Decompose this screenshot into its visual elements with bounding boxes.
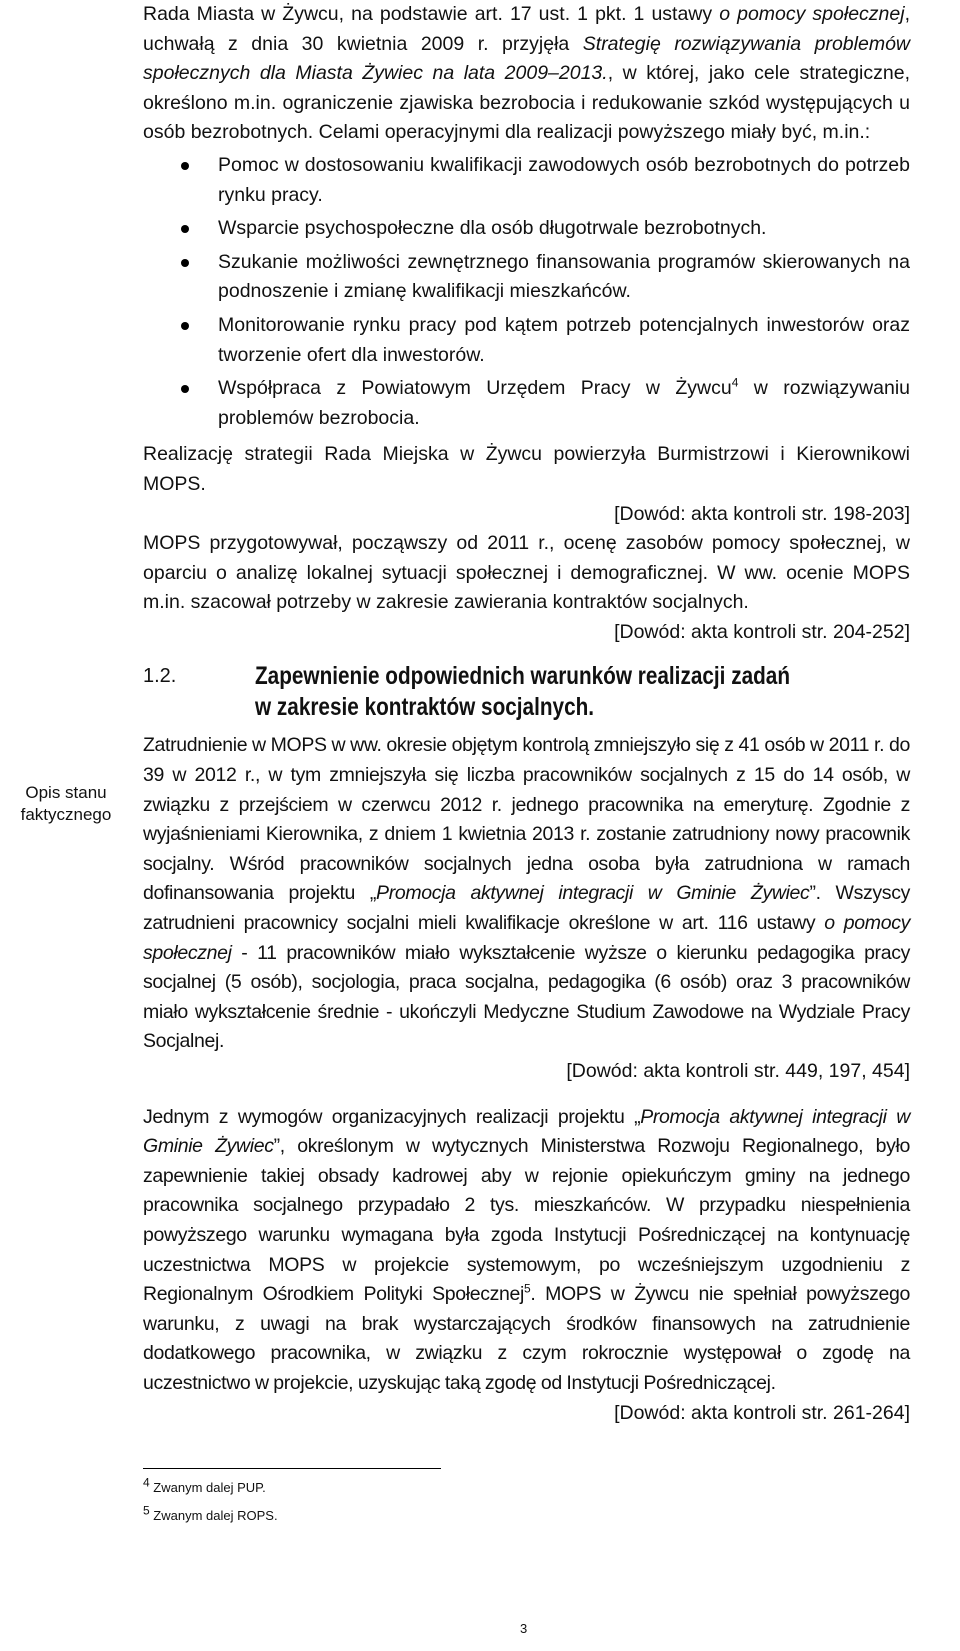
- footnote-text: Zwanym dalej PUP.: [149, 1480, 266, 1495]
- evidence-note: [Dowód: akta kontroli str. 204-252]: [614, 620, 910, 643]
- employment-text-1: Zatrudnienie w MOPS w ww. okresie objętym kontrolą zmniejszyło się z 41 osób w 2011 r. do 39 w 2012 r., w tym zmniejszyła się liczba pracowników socjalnych z 15 do 14 osób, w związku z przejściem w czerwcu 2012 r. jednego pracownika na emeryturę. Zgodnie z wyjaśnieniami Kierownika, z dniem 1 kwietnia 2013 r. zostanie zatrudniony nowy pracownik socjalny. Wśród pracowników socjalnych jedna osoba była zatrudniona w ramach dofinansowania projektu „: [143, 734, 910, 905]
- intro-paragraph: [143, 0, 910, 148]
- list-item-text: w rozwiązywaniu problemów bezrobocia.: [218, 377, 910, 429]
- section-title: Zapewnienie odpowiednich warunków realizacji zadań w zakresie kontraktów socjalnych.: [255, 662, 791, 722]
- requirement-paragraph: [143, 1103, 910, 1399]
- intro-text-3: , w której, jako cele strategiczne, określono m.in. ograniczenie zjawiska bezrobocia i redukowanie szkód występujących u osób bezrobotnych. Celami operacyjnymi dla realizacji powyższego miały być, m.in.:: [143, 62, 910, 144]
- list-item: [143, 374, 910, 433]
- strategy-paragraph: Realizację strategii Rada Miejska w Żywcu powierzyła Burmistrzowi i Kierownikowi MOPS.: [143, 443, 910, 495]
- list-item: Monitorowanie rynku pracy pod kątem potrzeb potencjalnych inwestorów oraz tworzenie ofert dla inwestorów.: [143, 311, 910, 370]
- footnote-divider: [143, 1468, 441, 1469]
- document-body: [143, 0, 910, 1428]
- employment-text-3: - 11 pracowników miało wykształcenie wyższe o kierunku pedagogika pracy socjalnej (5 osób), socjologia, praca socjalna, pedagogika (6 osób) oraz 3 pracowników miało wykształcenie średnie - ukończyli Medyczne Studium Zawodowe na Wydziale Pracy Socjalnej.: [143, 941, 910, 1053]
- page-number: 3: [520, 1621, 528, 1636]
- evidence-note: [Dowód: akta kontroli str. 449, 197, 454]: [566, 1060, 910, 1082]
- section-number: 1.2.: [143, 665, 177, 688]
- list-item: Szukanie możliwości zewnętrznego finansowania programów skierowanych na podnoszenie i zmianę kwalifikacji mieszkańców.: [143, 248, 910, 307]
- operational-goals-list: [143, 151, 910, 433]
- project-title: Promocja aktywnej integracji w Gminie Żywiec: [376, 882, 810, 905]
- evidence-note: [Dowód: akta kontroli str. 261-264]: [614, 1401, 910, 1424]
- list-item: Pomoc w dostosowaniu kwalifikacji zawodowych osób bezrobotnych do potrzeb rynku pracy.: [143, 151, 910, 210]
- mops-paragraph: MOPS przygotowywał, począwszy od 2011 r., ocenę zasobów pomocy społecznej, w oparciu o analizę lokalnej sytuacji społecznej i demograficznej. W ww. ocenie MOPS m.in. szacował potrzeby w zakresie zawierania kontraktów socjalnych.: [143, 532, 910, 614]
- footnote: [143, 1503, 278, 1524]
- footnote: [143, 1475, 266, 1496]
- intro-text-2: , uchwałą z dnia 30 kwietnia 2009 r. przyjęła: [143, 3, 910, 55]
- list-item: Wsparcie psychospołeczne dla osób długotrwale bezrobotnych.: [143, 214, 910, 244]
- evidence-note: [Dowód: akta kontroli str. 198-203]: [614, 502, 910, 525]
- requirement-text-3: . MOPS w Żywcu nie spełniał powyższego warunku, z uwagi na brak wystarczających środków finansowych na zatrudnienie dodatkowego pracownika, w związku z czym rokrocznie występował o zgodę na uczestnictwo w projekcie, uzyskując taką zgodę od Instytucji Pośredniczącej.: [143, 1283, 910, 1394]
- requirement-text-2: ”, określonym w wytycznych Ministerstwa Rozwoju Regionalnego, było zapewnienie takiej obsady kadrowej aby w rejonie opiekuńczym gminy na jednego pracownika socjalnego przypadało 2 tys. mieszkańców. W przypadku niespełnienia powyższego warunku wymagana była zgoda Instytucji Pośredniczącej na kontynuację uczestnictwa MOPS w projekcie systemowym, po wcześniejszym uzgodnieniu z Regionalnym Ośrodkiem Polityki Społecznej: [143, 1135, 910, 1306]
- intro-text-1: Rada Miasta w Żywcu, na podstawie art. 17 ust. 1 pkt. 1 ustawy: [143, 3, 720, 25]
- employment-text-2: ”. Wszyscy zatrudnieni pracownicy socjalni mieli kwalifikacje określone w art. 116 ustawy: [143, 882, 910, 935]
- employment-paragraph: [143, 731, 910, 1057]
- sidebar-label: Opis stanu faktycznego: [20, 783, 112, 825]
- intro-strategy-title: Strategię rozwiązywania problemów społecznych dla Miasta Żywiec na lata 2009–2013.: [143, 32, 910, 85]
- project-title: Promocja aktywnej integracji w Gminie Żywiec: [143, 1105, 910, 1158]
- list-item-text: Współpraca z Powiatowym Urzędem Pracy w Żywcu: [218, 377, 732, 400]
- requirement-text-1: Jednym z wymogów organizacyjnych realizacji projektu „: [143, 1105, 641, 1128]
- footnote-ref[interactable]: 5: [524, 1281, 531, 1296]
- intro-act-title: o pomocy społecznej: [719, 3, 905, 25]
- section-heading: [143, 661, 910, 723]
- footnote-mark: 5: [143, 1503, 150, 1518]
- footnote-mark: 4: [143, 1475, 150, 1490]
- footnote-text: Zwanym dalej ROPS.: [149, 1508, 278, 1523]
- footnote-ref[interactable]: 4: [731, 375, 739, 390]
- act-title: o pomocy społecznej: [143, 912, 910, 964]
